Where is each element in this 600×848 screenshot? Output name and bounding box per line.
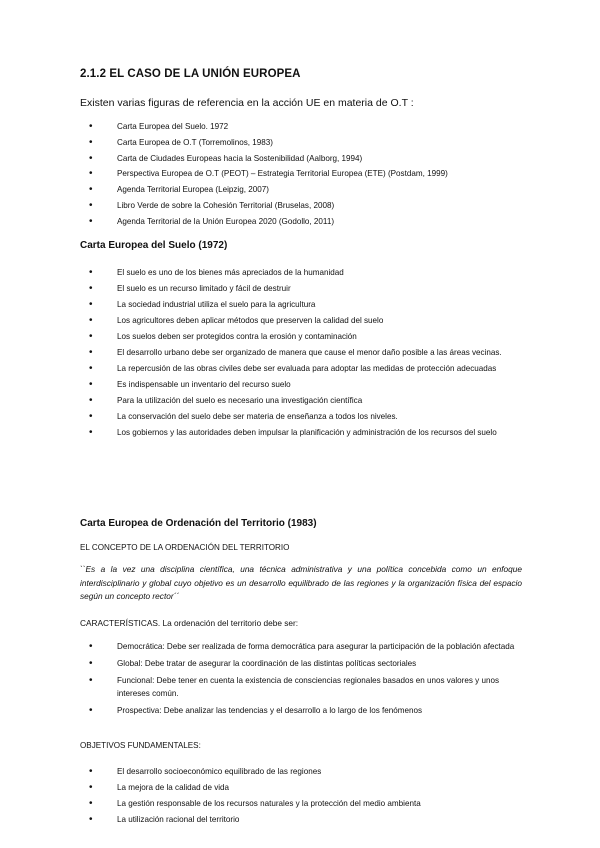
- section-heading: 2.1.2 EL CASO DE LA UNIÓN EUROPEA: [80, 68, 301, 80]
- objetivos-list: [117, 765, 521, 829]
- list-item: • El desarrollo socioeconómico equilibrado de las regiones: [117, 765, 521, 781]
- caracteristicas-label: CARACTERÍSTICAS. La ordenación del territorio debe ser:: [80, 618, 299, 628]
- concepto-label: EL CONCEPTO DE LA ORDENACIÓN DEL TERRITORIO: [80, 543, 290, 552]
- list-item: • Agenda Territorial Europea (Leipzig, 2007): [117, 183, 537, 199]
- suelo-list: [117, 266, 521, 442]
- list-item: • Perspectiva Europea de O.T (PEOT) – Estrategia Territorial Europea (ETE) (Postdam, 1999): [117, 167, 537, 183]
- list-item: • La conservación del suelo debe ser materia de enseñanza a todos los niveles.: [117, 410, 521, 423]
- objetivos-label: OBJETIVOS FUNDAMENTALES:: [80, 741, 201, 750]
- list-item: • La mejora de la calidad de vida: [117, 781, 521, 797]
- list-item: • La utilización racional del territorio: [117, 813, 521, 829]
- list-item: • Los agricultores deben aplicar métodos que preserven la calidad del suelo: [117, 314, 521, 327]
- list-item: • Carta Europea de O.T (Torremolinos, 1983): [117, 136, 537, 152]
- list-item: • El suelo es un recurso limitado y fácil de destruir: [117, 282, 521, 295]
- list-item: • Es indispensable un inventario del recurso suelo: [117, 378, 521, 391]
- list-item: • Carta Europea del Suelo. 1972: [117, 120, 537, 136]
- list-item: • El suelo es uno de los bienes más apreciados de la humanidad: [117, 266, 521, 279]
- list-item: • La sociedad industrial utiliza el suelo para la agricultura: [117, 298, 521, 311]
- list-item: • La repercusión de las obras civiles debe ser evaluada para adoptar las medidas de protección adecuadas: [117, 362, 521, 375]
- list-item: • Carta de Ciudades Europeas hacia la Sostenibilidad (Aalborg, 1994): [117, 152, 537, 168]
- list-item: • Funcional: Debe tener en cuenta la existencia de consciencias regionales basados en unos valores y unos intereses común.: [117, 674, 521, 700]
- list-item: • Libro Verde de sobre la Cohesión Territorial (Bruselas, 2008): [117, 199, 537, 215]
- figures-list: [117, 120, 537, 231]
- list-item: • Democrática: Debe ser realizada de forma democrática para asegurar la participación de la población afectada: [117, 640, 521, 653]
- suelo-heading: Carta Europea del Suelo (1972): [80, 240, 228, 251]
- definition-quote: ``Es a la vez una disciplina científica, una técnica administrativa y una política concebida como un enfoque interdisciplinario y global cuyo objetivo es un desarrollo equilibrado de las regiones y la organización física del espacio según un concepto rector´´: [80, 564, 522, 601]
- list-item: • La gestión responsable de los recursos naturales y la protección del medio ambienta: [117, 797, 521, 813]
- ordenacion-heading: Carta Europea de Ordenación del Territorio (1983): [80, 518, 317, 529]
- list-item: • Los gobiernos y las autoridades deben impulsar la planificación y administración de los recursos del suelo: [117, 426, 521, 439]
- intro-text: Existen varias figuras de referencia en la acción UE en materia de O.T :: [80, 97, 414, 109]
- list-item: • Global: Debe tratar de asegurar la coordinación de las distintas políticas sectoriales: [117, 657, 521, 670]
- caracteristicas-list: [117, 640, 521, 721]
- list-item: • El desarrollo urbano debe ser organizado de manera que cause el menor daño posible a las áreas vecinas.: [117, 346, 521, 359]
- list-item: • Prospectiva: Debe analizar las tendencias y el desarrollo a lo largo de los fenómenos: [117, 704, 521, 717]
- list-item: • Agenda Territorial de la Unión Europea 2020 (Godollo, 2011): [117, 215, 537, 231]
- list-item: • Para la utilización del suelo es necesario una investigación científica: [117, 394, 521, 407]
- list-item: • Los suelos deben ser protegidos contra la erosión y contaminación: [117, 330, 521, 343]
